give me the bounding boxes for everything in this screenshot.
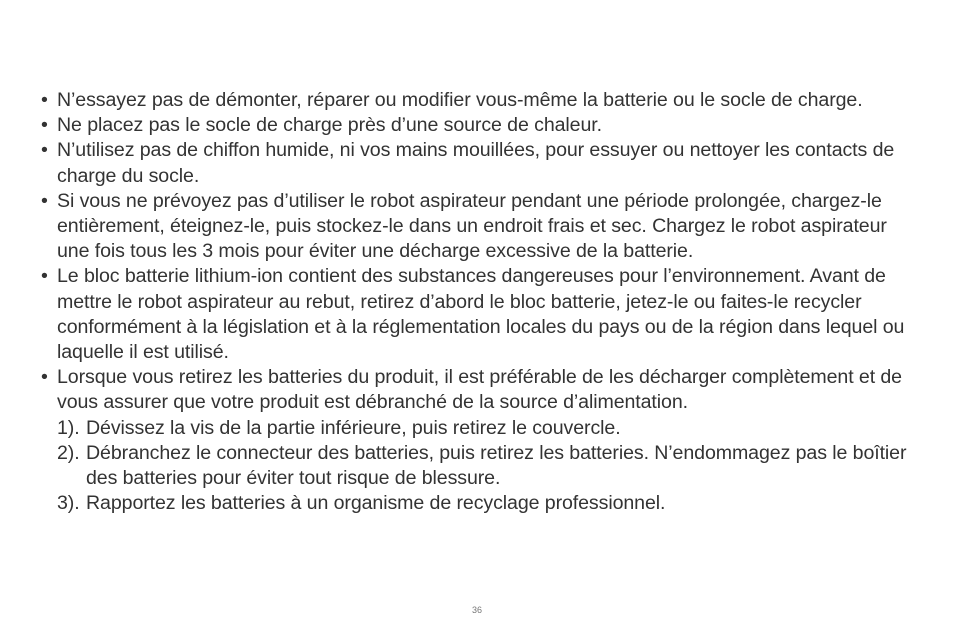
list-item [40, 88, 920, 113]
list-item-text: N’utilisez pas de chiffon humide, ni vos mains mouillées, pour essuyer ou nettoyer les contacts de charge du socle. [57, 139, 895, 187]
list-item-text: Le bloc batterie lithium-ion contient des substances dangereuses pour l’environnement. Avant de mettre le robot aspirateur au rebut, retirez d’abord le bloc batterie, jetez-le ou faites-le recycler conformément à la législation et à la réglementation locales du pays ou de la région dans lequel ou laquelle il est utilisé. [57, 265, 905, 364]
list-item [40, 264, 920, 365]
list-item-text: Ne placez pas le socle de charge près d’une source de chaleur. [57, 114, 602, 137]
step-number: 1). [57, 416, 80, 439]
list-item-text: N’essayez pas de démonter, réparer ou modifier vous-même la batterie ou le socle de charge. [57, 89, 863, 111]
step-number: 2). [57, 441, 80, 464]
step-text: Rapportez les batteries à un organisme de recyclage professionnel. [86, 492, 666, 515]
step-item [57, 416, 920, 441]
list-item-text: Si vous ne prévoyez pas d’utiliser le robot aspirateur pendant une période prolongée, chargez-le entièrement, éteignez-le, puis stockez-le dans un endroit frais et sec. Chargez le robot aspirateur une fois tous les 3 mois pour éviter une décharge excessive de la batterie. [57, 189, 887, 263]
bullet-icon: • [41, 89, 48, 111]
bullet-icon: • [41, 366, 48, 389]
list-item-text: Lorsque vous retirez les batteries du produit, il est préférable de les décharger complètement et de vous assurer que votre produit est débranché de la source d’alimentation. [57, 366, 902, 414]
battery-removal-steps [40, 416, 920, 517]
list-item [40, 189, 920, 265]
list-item [40, 365, 920, 415]
step-number: 3). [57, 492, 80, 515]
page-number: 36 [471, 605, 482, 615]
bullet-icon: • [41, 265, 48, 288]
step-item [57, 491, 920, 516]
step-text: Débranchez le connecteur des batteries, puis retirez les batteries. N’endommagez pas le boîtier des batteries pour éviter tout risque de blessure. [86, 441, 907, 490]
list-item [40, 113, 920, 138]
list-item [40, 138, 920, 188]
bullet-icon: • [41, 139, 48, 162]
safety-instructions [40, 88, 920, 516]
step-item [57, 441, 920, 491]
bullet-icon: • [41, 114, 48, 137]
bullet-list [40, 88, 920, 416]
bullet-icon: • [41, 189, 48, 212]
step-text: Dévissez la vis de la partie inférieure, puis retirez le couvercle. [86, 416, 621, 439]
